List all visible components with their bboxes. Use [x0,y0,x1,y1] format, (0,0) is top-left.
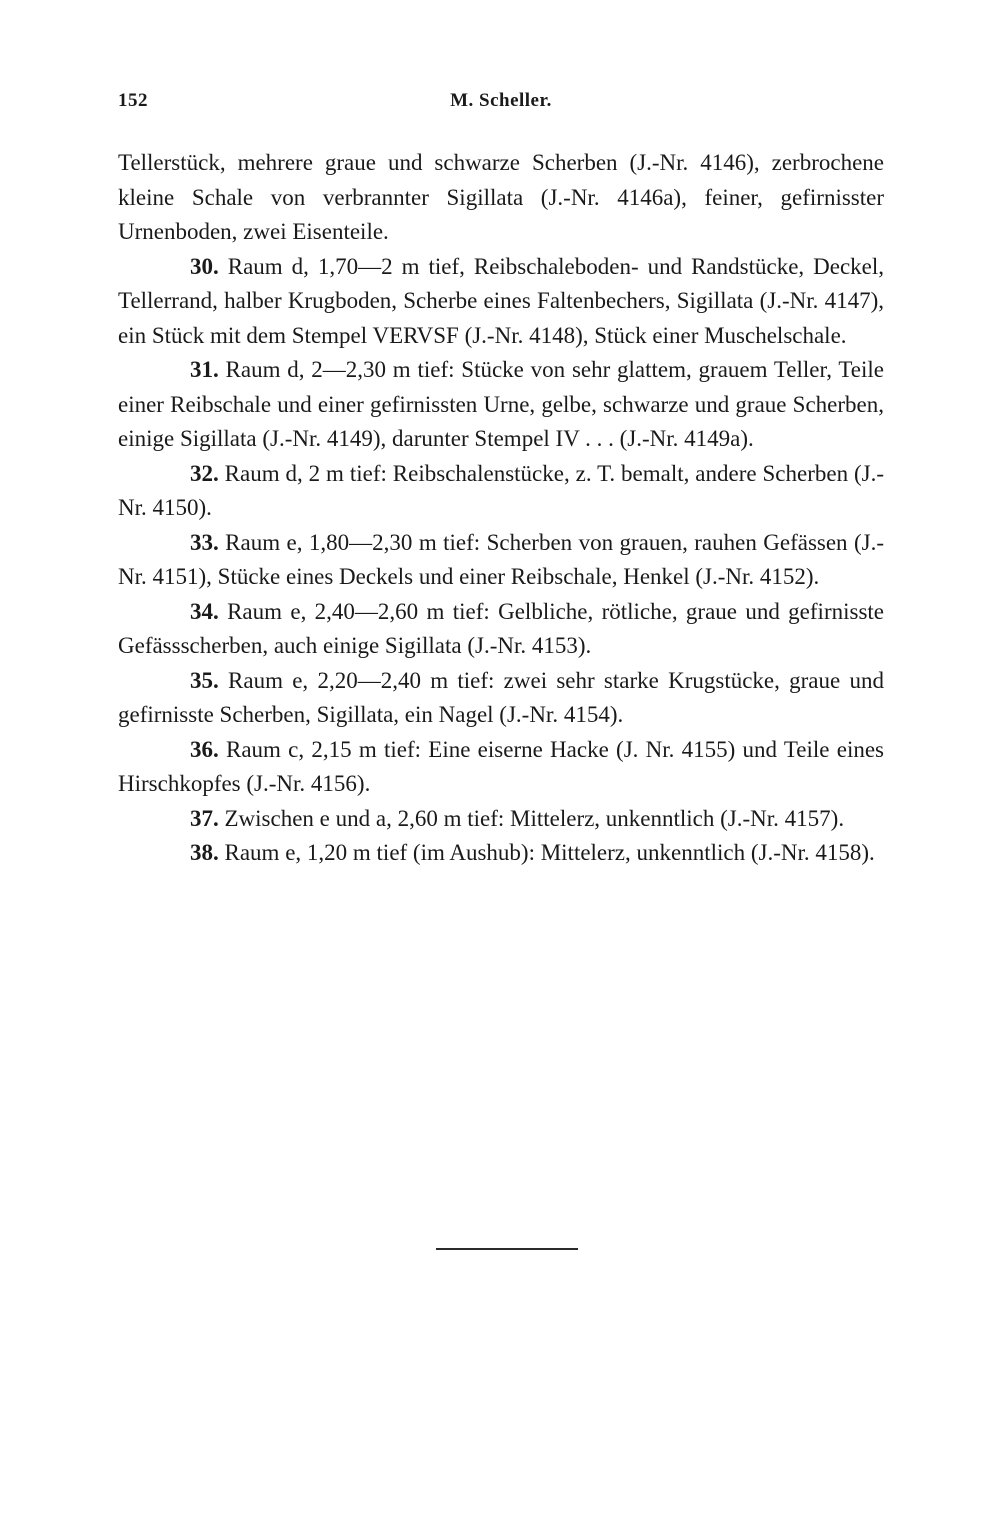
continuation-paragraph: Tellerstück, mehrere graue und schwarze Scherben (J.-Nr. 4146), zerbrochene kleine Schale von verbrannter Sigillata (J.-Nr. 4146a), feiner, gefirnisster Urnenboden, zwei Eisenteile. [118,150,884,244]
entry-text: Raum d, 1,70—2 m tief, Reibschaleboden- und Randstücke, Deckel, Tellerrand, halber Krugboden, Scherbe eines Faltenbechers, Sigillata (J.-Nr. 4147), ein Stück mit dem Stempel VERVSF (J.-Nr. 4148), Stück einer Muschelschale. [118,253,885,348]
entry-number: 38. [190,840,219,865]
entry-text: Raum c, 2,15 m tief: Eine eiserne Hacke (J. Nr. 4155) und Teile eines Hirschkopfes (J.-Nr. 4156). [118,736,884,796]
entry-36 [118,733,884,802]
entry-38 [118,836,884,871]
entry-number: 32. [190,460,219,486]
entry-text: Raum e, 1,20 m tief (im Aushub): Mittelerz, unkenntlich (J.-Nr. 4158). [224,840,875,865]
end-rule [436,1248,578,1250]
entry-text: Raum e, 2,20—2,40 m tief: zwei sehr starke Krugstücke, graue und gefirnisste Scherben, Sigillata, ein Nagel (J.-Nr. 4154). [118,667,884,727]
entry-number: 30. [190,253,219,279]
page-header [118,90,884,120]
entry-34 [118,595,884,664]
running-head: M. Scheller. [450,90,552,111]
entry-text: Raum e, 1,80—2,30 m tief: Scherben von grauen, rauhen Gefässen (J.-Nr. 4151), Stücke eines Deckels und einer Reibschale, Henkel (J.-Nr. 4152). [118,529,884,589]
entry-30 [118,250,884,354]
entry-text: Raum d, 2—2,30 m tief: Stücke von sehr glattem, grauem Teller, Teile einer Reibschale und einer gefirnissten Urne, gelbe, schwarze und graue Scherben, einige Sigillata (J.-Nr. 4149), darunter Stempel IV . . . (J.-Nr. 4149a). [118,357,884,451]
body-text [118,146,884,871]
entry-number: 36. [190,736,219,762]
entry-number: 34. [190,598,219,624]
entry-number: 33. [190,529,219,555]
entry-33 [118,526,884,595]
entry-number: 31. [190,357,219,382]
entry-number: 35. [190,667,219,693]
entry-text: Zwischen e und a, 2,60 m tief: Mittelerz, unkenntlich (J.-Nr. 4157). [224,805,845,831]
entry-37 [118,802,884,837]
entry-number: 37. [190,805,219,831]
entry-35 [118,664,884,733]
entry-text: Raum d, 2 m tief: Reibschalenstücke, z. T. bemalt, andere Scherben (J.-Nr. 4150). [118,460,884,520]
page-number: 152 [118,90,148,111]
entry-31 [118,353,884,457]
entry-text: Raum e, 2,40—2,60 m tief: Gelbliche, rötliche, graue und gefirnisste Gefässscherben, auch einige Sigillata (J.-Nr. 4153). [118,598,884,658]
entry-32 [118,457,884,526]
